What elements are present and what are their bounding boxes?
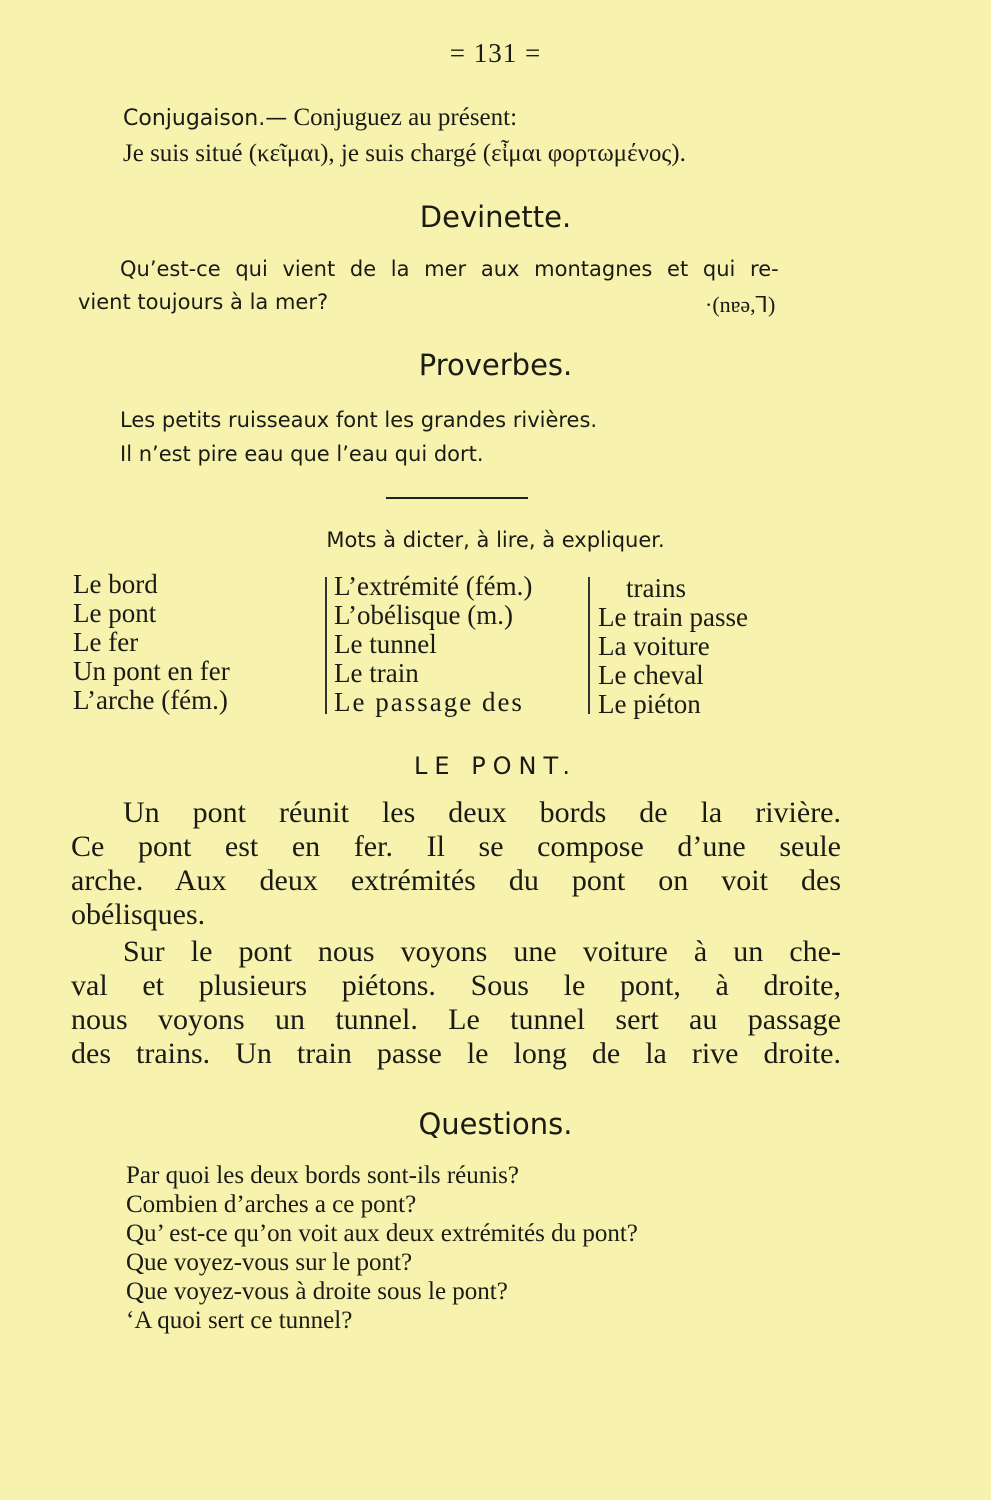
riddle-line-1: Qu’est-ce qui vient de la mer aux montagnes et qui re- <box>120 257 779 281</box>
vocabulary-word: L’extrémité (fém.) <box>334 571 533 601</box>
vocabulary-word: L’arche (fém.) <box>73 685 228 715</box>
question-item: Que voyez-vous sur le pont? <box>126 1249 413 1276</box>
conjugaison-instruction: Conjuguez au présent: <box>287 104 518 131</box>
text-line: Sur le pont nous voyons une voiture à un che- <box>123 935 841 968</box>
vocabulary-word: Le train passe <box>598 602 748 632</box>
questions-heading: Questions. <box>418 1107 573 1141</box>
conjugaison-label: Conjugaison.— <box>123 106 288 131</box>
question-item: Que voyez-vous à droite sous le pont? <box>126 1278 508 1305</box>
text-line: Ce pont est en fer. Il se compose d’une seule <box>71 830 841 863</box>
section-divider <box>386 497 528 499</box>
text-line: Un pont réunit les deux bords de la rivière. <box>123 796 841 829</box>
riddle-answer-inverted: ·(nɐə,ꓶ) <box>705 292 776 317</box>
vocabulary-word: Le passage des <box>334 687 524 717</box>
vocabulary-word: Un pont en fer <box>73 656 230 686</box>
reading-paragraph-2 <box>71 935 841 1071</box>
question-item: ‘A quoi sert ce tunnel? <box>126 1307 353 1334</box>
page-number: = 131 = <box>449 38 542 68</box>
vocabulary-word: Le tunnel <box>334 629 437 659</box>
vocabulary-word: L’obélisque (m.) <box>334 600 513 630</box>
vocabulary-word: Le bord <box>73 569 158 599</box>
vocabulary-heading: Mots à dicter, à lire, à expliquer. <box>326 528 665 552</box>
column-separator <box>325 577 327 714</box>
text-line: des trains. Un train passe le long de la rive droite. <box>71 1037 841 1070</box>
vocabulary-column-2 <box>334 572 532 717</box>
proverb-item: Il n’est pire eau que l’eau qui dort. <box>120 442 484 466</box>
column-separator <box>588 577 590 714</box>
text-line: obélisques. <box>71 898 206 931</box>
reading-title: LE PONT. <box>414 752 577 780</box>
vocabulary-word: Le fer <box>73 627 139 657</box>
question-item: Par quoi les deux bords sont-ils réunis? <box>126 1162 520 1189</box>
reading-paragraph-1 <box>71 796 841 932</box>
question-item: Combien d’arches a ce pont? <box>126 1191 417 1218</box>
vocabulary-word: La voiture <box>598 631 710 661</box>
vocabulary-column-3 <box>598 574 748 719</box>
proverbes-heading: Proverbes. <box>418 348 573 382</box>
proverb-item: Les petits ruisseaux font les grandes rivières. <box>120 408 598 432</box>
question-item: Qu’ est-ce qu’on voit aux deux extrémités du pont? <box>126 1220 638 1247</box>
vocabulary-word: Le train <box>334 658 419 688</box>
vocabulary-word: Le pont <box>73 598 157 628</box>
riddle-line-2: vient toujours à la mer? <box>78 290 329 314</box>
devinette-heading: Devinette. <box>419 200 572 234</box>
conjugaison-example: Je suis situé (κεῖμαι), je suis chargé (εἶμαι φορτωμένος). <box>123 140 686 167</box>
vocabulary-word: Le piéton <box>598 689 701 719</box>
text-line: nous voyons un tunnel. Le tunnel sert au passage <box>71 1003 841 1036</box>
text-line: val et plusieurs piétons. Sous le pont, à droite, <box>71 969 841 1002</box>
questions-list <box>126 1161 838 1335</box>
vocabulary-word: Le cheval <box>598 660 704 690</box>
conjugaison-line <box>123 104 517 132</box>
text-line: arche. Aux deux extrémités du pont on voit des <box>71 864 841 897</box>
vocabulary-column-1 <box>73 570 230 715</box>
vocabulary-word: trains <box>626 573 686 603</box>
